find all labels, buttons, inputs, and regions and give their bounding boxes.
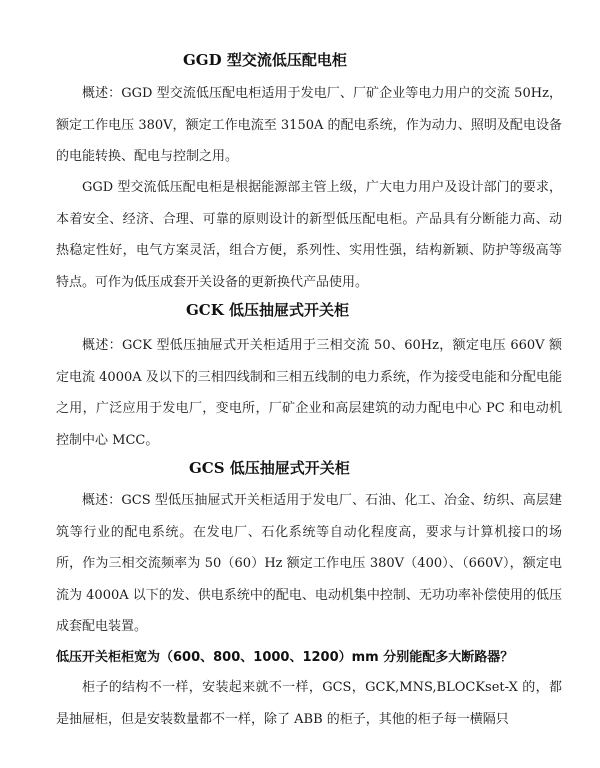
breaker-question-heading: 低压开关柜柜宽为（600、800、1000、1200）mm 分别能配多大断路器？ (56, 650, 514, 665)
ggd-section-title: GGD 型交流低压配电柜 (183, 51, 347, 69)
gck-section-title: GCK 低压抽屉式开关柜 (186, 301, 350, 319)
gcs-overview-paragraph: 概述：GCS 型低压抽屉式开关柜适用于发电厂、石油、化工、冶金、纺织、高层建筑等行业的配电系统。在发电厂、石化系统等自动化程度高，要求与计算机接口的场所，作为三相交流频率为 50（60）Hz 额定工作电压 380V（400）、（660V），额定电流为 4000A 以下的发、供电系统中的配电、电动机集中控制、无功功率补偿使用的低压成套配电装置。 (56, 493, 562, 634)
ggd-features-paragraph: GGD 型交流低压配电柜是根据能源部主管上级，广大电力用户及设计部门的要求，本着安全、经济、合理、可靠的原则设计的新型低压配电柜。产品具有分断能力高、动热稳定性好，电气方案灵活，组合方便，系列性、实用性强，结构新颖、防护等级高等特点。可作为低压成套开关设备的更新换代产品使用。 (56, 180, 562, 290)
gcs-section-title: GCS 低压抽屉式开关柜 (189, 459, 350, 477)
ggd-overview-paragraph: 概述：GGD 型交流低压配电柜适用于发电厂、厂矿企业等电力用户的交流 50Hz，额定工作电压 380V，额定工作电流至 3150A 的配电系统，作为动力、照明及配电设备的电能转换、配电与控制之用。 (56, 86, 562, 164)
gck-overview-paragraph: 概述：GCK 型低压抽屉式开关柜适用于三相交流 50、60Hz，额定电压 660V 额定电流 4000A 及以下的三相四线制和三相五线制的电力系统，作为接受电能和分配电能之用，广泛应用于发电厂，变电所，厂矿企业和高层建筑的动力配电中心 PC 和电动机控制中心 MCC。 (56, 338, 562, 448)
breaker-answer-paragraph: 柜子的结构不一样，安装起来就不一样，GCS，GCK,MNS,BLOCKset-X 的，都是抽屉柜，但是安装数量都不一样，除了 ABB 的柜子，其他的柜子每一横隔只 (56, 680, 562, 727)
